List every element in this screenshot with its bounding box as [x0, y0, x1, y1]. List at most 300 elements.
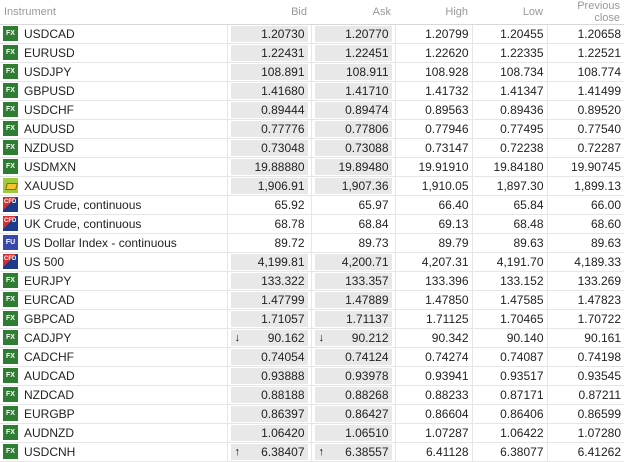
- low-cell: 6.38077: [472, 443, 547, 462]
- high-cell: 1.71125: [395, 310, 472, 329]
- table-row[interactable]: [0, 234, 624, 253]
- fx-icon: FX: [3, 311, 18, 326]
- bid-price-box[interactable]: [231, 45, 308, 61]
- bid-price-box[interactable]: [231, 330, 308, 346]
- bid-cell[interactable]: [227, 82, 311, 101]
- high-cell: 0.77946: [395, 120, 472, 139]
- instrument-name: CADJPY: [24, 331, 72, 346]
- high-cell: 89.79: [395, 234, 472, 253]
- ask-cell[interactable]: [311, 310, 395, 329]
- ask-price-box[interactable]: [315, 368, 392, 384]
- high-cell: 108.928: [395, 63, 472, 82]
- fx-icon: FX: [3, 330, 18, 345]
- high-cell: 1.07287: [395, 424, 472, 443]
- high-cell: 66.40: [395, 196, 472, 215]
- instrument-cell[interactable]: [0, 215, 227, 234]
- bid-cell[interactable]: [227, 310, 311, 329]
- ask-cell[interactable]: [311, 367, 395, 386]
- bid-cell[interactable]: [227, 158, 311, 177]
- ask-price-box[interactable]: [315, 83, 392, 99]
- ask-value: 90.212: [351, 331, 389, 345]
- low-cell: 108.734: [472, 63, 547, 82]
- instrument-name: USDCNH: [24, 445, 76, 460]
- low-cell: 0.89436: [472, 101, 547, 120]
- cfd-icon: [3, 216, 18, 231]
- ask-cell[interactable]: [311, 82, 395, 101]
- bid-value: 1,906.91: [257, 179, 305, 193]
- instrument-cell[interactable]: [0, 63, 227, 82]
- ask-cell[interactable]: [311, 386, 395, 405]
- bid-price-box[interactable]: [231, 406, 308, 422]
- instrument-cell[interactable]: [0, 405, 227, 424]
- arrow-up-icon: ↑: [318, 446, 324, 458]
- ask-cell[interactable]: [311, 177, 395, 196]
- instrument-name: EURCAD: [24, 293, 75, 308]
- futures-icon: FU: [3, 235, 18, 250]
- ask-value: 1.41710: [345, 84, 389, 98]
- table-row[interactable]: [0, 291, 624, 310]
- previous-close-cell: 133.269: [547, 272, 624, 291]
- ask-price-box[interactable]: [315, 121, 392, 137]
- instrument-cell[interactable]: [0, 253, 227, 272]
- low-cell: 1.41347: [472, 82, 547, 101]
- bid-value: 108.891: [261, 65, 305, 79]
- ask-price-box[interactable]: [315, 64, 392, 80]
- arrow-up-icon: ↑: [234, 446, 240, 458]
- gold-bar-icon: [3, 178, 18, 193]
- previous-close-cell: 4,189.33: [547, 253, 624, 272]
- bid-cell[interactable]: [227, 101, 311, 120]
- arrow-down-icon: ↓: [318, 332, 324, 344]
- ask-price-box[interactable]: [315, 330, 392, 346]
- bid-price-box[interactable]: [231, 121, 308, 137]
- instrument-name: CADCHF: [24, 350, 74, 365]
- table-row[interactable]: [0, 386, 624, 405]
- instrument-name: GBPUSD: [24, 84, 75, 99]
- cfd-icon: [3, 197, 18, 212]
- bid-value: 0.73048: [261, 141, 305, 155]
- table-row[interactable]: [0, 158, 624, 177]
- bid-value: 19.88880: [254, 160, 305, 174]
- bid-value: 68.78: [274, 217, 305, 231]
- high-cell: 0.89563: [395, 101, 472, 120]
- bid-price-box[interactable]: [231, 64, 308, 80]
- ask-value: 1,907.36: [341, 179, 389, 193]
- ask-value: 0.74124: [345, 350, 389, 364]
- table-row[interactable]: [0, 25, 624, 44]
- ask-cell[interactable]: [311, 196, 395, 215]
- ask-cell[interactable]: [311, 443, 395, 462]
- fx-icon: FX: [3, 64, 18, 79]
- fx-icon: FX: [3, 83, 18, 98]
- instrument-name: USDJPY: [24, 65, 72, 80]
- low-cell: 0.74087: [472, 348, 547, 367]
- instrument-name: NZDUSD: [24, 141, 74, 156]
- ask-price-box[interactable]: [315, 425, 392, 441]
- ask-value: 0.86427: [345, 407, 389, 421]
- ask-cell[interactable]: [311, 424, 395, 443]
- low-cell: 0.77495: [472, 120, 547, 139]
- bid-price-box[interactable]: [231, 444, 308, 460]
- bid-cell[interactable]: [227, 215, 311, 234]
- fx-icon: FX: [3, 368, 18, 383]
- fx-icon: FX: [3, 26, 18, 41]
- previous-close-cell: 66.00: [547, 196, 624, 215]
- ask-price-box[interactable]: [315, 197, 392, 213]
- instrument-cell[interactable]: [0, 310, 227, 329]
- ask-value: 19.89480: [338, 160, 389, 174]
- ask-cell[interactable]: [311, 139, 395, 158]
- high-cell: 1,910.05: [395, 177, 472, 196]
- previous-close-cell: 1.20658: [547, 25, 624, 44]
- high-cell: 0.86604: [395, 405, 472, 424]
- bid-value: 0.93888: [261, 369, 305, 383]
- ask-value: 133.357: [345, 274, 389, 288]
- previous-close-cell: 1.07280: [547, 424, 624, 443]
- instrument-name: EURJPY: [24, 274, 72, 289]
- instrument-name: XAUUSD: [24, 179, 75, 194]
- cfd-icon: [3, 254, 18, 269]
- instrument-cell[interactable]: [0, 329, 227, 348]
- bid-value: 0.88188: [261, 388, 305, 402]
- table-row[interactable]: [0, 101, 624, 120]
- table-row[interactable]: [0, 215, 624, 234]
- bid-value: 0.77776: [261, 122, 305, 136]
- table-header-row: [0, 0, 624, 25]
- low-cell: 0.86406: [472, 405, 547, 424]
- bid-price-box[interactable]: [231, 254, 308, 270]
- ask-value: 65.97: [358, 198, 389, 212]
- high-cell: 1.22620: [395, 44, 472, 63]
- previous-close-cell: 0.77540: [547, 120, 624, 139]
- ask-price-box[interactable]: [315, 349, 392, 365]
- table-row[interactable]: [0, 120, 624, 139]
- bid-cell[interactable]: [227, 253, 311, 272]
- previous-close-cell: 1.70722: [547, 310, 624, 329]
- low-cell: 1.22335: [472, 44, 547, 63]
- previous-close-cell: 1.47823: [547, 291, 624, 310]
- table-row[interactable]: [0, 196, 624, 215]
- table-row[interactable]: [0, 139, 624, 158]
- instrument-cell[interactable]: [0, 443, 227, 462]
- instrument-name: UK Crude, continuous: [24, 217, 142, 232]
- table-row[interactable]: [0, 177, 624, 196]
- table-row[interactable]: [0, 253, 624, 272]
- bid-cell[interactable]: [227, 139, 311, 158]
- bid-value: 90.162: [267, 331, 305, 345]
- table-row[interactable]: [0, 310, 624, 329]
- low-cell: 1.70465: [472, 310, 547, 329]
- instrument-cell[interactable]: [0, 177, 227, 196]
- fx-icon: FX: [3, 349, 18, 364]
- fx-icon: FX: [3, 121, 18, 136]
- ask-price-box[interactable]: [315, 45, 392, 61]
- instrument-cell[interactable]: [0, 348, 227, 367]
- bid-value: 89.72: [274, 236, 305, 250]
- fx-icon: FX: [3, 406, 18, 421]
- bid-value: 1.47799: [261, 293, 305, 307]
- instrument-cell[interactable]: [0, 234, 227, 253]
- instrument-name: USDCHF: [24, 103, 74, 118]
- instrument-cell[interactable]: [0, 120, 227, 139]
- instrument-name: AUDNZD: [24, 426, 74, 441]
- ask-price-box[interactable]: [315, 254, 392, 270]
- previous-close-cell: 108.774: [547, 63, 624, 82]
- instrument-name: EURUSD: [24, 46, 75, 61]
- low-cell: 0.87171: [472, 386, 547, 405]
- instrument-name: EURGBP: [24, 407, 75, 422]
- bid-price-box[interactable]: [231, 159, 308, 175]
- ask-price-box[interactable]: [315, 26, 392, 42]
- previous-close-cell: 0.93545: [547, 367, 624, 386]
- ask-value: 89.73: [358, 236, 389, 250]
- high-cell: 1.47850: [395, 291, 472, 310]
- ask-value: 1.20770: [345, 27, 389, 41]
- ask-price-box[interactable]: [315, 406, 392, 422]
- bid-cell[interactable]: [227, 272, 311, 291]
- bid-price-box[interactable]: [231, 311, 308, 327]
- low-cell: 68.48: [472, 215, 547, 234]
- table-row[interactable]: [0, 82, 624, 101]
- header-ask[interactable]: Ask: [311, 0, 395, 25]
- ask-price-box[interactable]: [315, 444, 392, 460]
- bid-price-box[interactable]: [231, 83, 308, 99]
- previous-close-cell: 0.86599: [547, 405, 624, 424]
- table-row[interactable]: [0, 405, 624, 424]
- low-cell: 19.84180: [472, 158, 547, 177]
- instrument-cell[interactable]: [0, 139, 227, 158]
- high-cell: 6.41128: [395, 443, 472, 462]
- bid-value: 0.74054: [261, 350, 305, 364]
- table-row[interactable]: [0, 424, 624, 443]
- fx-icon: FX: [3, 292, 18, 307]
- arrow-down-icon: ↓: [234, 332, 240, 344]
- instrument-name: US Dollar Index - continuous: [24, 236, 177, 251]
- high-cell: 19.91910: [395, 158, 472, 177]
- bid-value: 1.41680: [261, 84, 305, 98]
- table-row[interactable]: [0, 63, 624, 82]
- ask-price-box[interactable]: [315, 159, 392, 175]
- bid-value: 1.06420: [261, 426, 305, 440]
- bid-price-box[interactable]: [231, 140, 308, 156]
- bid-value: 1.20730: [261, 27, 305, 41]
- instrument-cell[interactable]: [0, 424, 227, 443]
- ask-cell[interactable]: [311, 25, 395, 44]
- bid-cell[interactable]: [227, 120, 311, 139]
- bid-value: 6.38407: [261, 445, 305, 459]
- low-cell: 0.93517: [472, 367, 547, 386]
- low-cell: 0.72238: [472, 139, 547, 158]
- bid-cell[interactable]: [227, 443, 311, 462]
- ask-value: 1.71137: [346, 312, 389, 326]
- instrument-cell[interactable]: [0, 367, 227, 386]
- ask-cell[interactable]: [311, 348, 395, 367]
- instrument-cell[interactable]: [0, 196, 227, 215]
- previous-close-cell: 1.41499: [547, 82, 624, 101]
- low-cell: 133.152: [472, 272, 547, 291]
- high-cell: 0.88233: [395, 386, 472, 405]
- bid-cell[interactable]: [227, 196, 311, 215]
- header-bid[interactable]: Bid: [227, 0, 311, 25]
- instrument-cell[interactable]: [0, 272, 227, 291]
- ask-price-box[interactable]: [315, 178, 392, 194]
- fx-icon: FX: [3, 425, 18, 440]
- ask-cell[interactable]: [311, 215, 395, 234]
- bid-cell[interactable]: [227, 177, 311, 196]
- bid-price-box[interactable]: [231, 292, 308, 308]
- bid-cell[interactable]: [227, 386, 311, 405]
- ask-cell[interactable]: [311, 120, 395, 139]
- ask-value: 0.93978: [345, 369, 389, 383]
- fx-icon: FX: [3, 45, 18, 60]
- ask-cell[interactable]: [311, 291, 395, 310]
- fx-icon: FX: [3, 102, 18, 117]
- fx-icon: FX: [3, 387, 18, 402]
- bid-price-box[interactable]: [231, 349, 308, 365]
- bid-value: 0.86397: [261, 407, 305, 421]
- bid-price-box[interactable]: [231, 102, 308, 118]
- low-cell: 89.63: [472, 234, 547, 253]
- header-instrument[interactable]: Instrument: [0, 0, 227, 25]
- high-cell: 1.20799: [395, 25, 472, 44]
- ask-cell[interactable]: [311, 234, 395, 253]
- bid-cell[interactable]: [227, 63, 311, 82]
- ask-value: 1.06510: [345, 426, 389, 440]
- ask-cell[interactable]: [311, 405, 395, 424]
- bid-value: 65.92: [274, 198, 305, 212]
- table-row[interactable]: [0, 272, 624, 291]
- previous-close-cell: 0.89520: [547, 101, 624, 120]
- bid-cell[interactable]: [227, 348, 311, 367]
- instrument-cell[interactable]: [0, 291, 227, 310]
- instrument-name: US Crude, continuous: [24, 198, 142, 213]
- ask-cell[interactable]: [311, 158, 395, 177]
- ask-value: 0.88268: [345, 388, 389, 402]
- previous-close-cell: 1.22521: [547, 44, 624, 63]
- ask-value: 4,200.71: [341, 255, 389, 269]
- instrument-cell[interactable]: [0, 101, 227, 120]
- fx-icon: FX: [3, 140, 18, 155]
- bid-cell[interactable]: [227, 25, 311, 44]
- bid-cell[interactable]: [227, 424, 311, 443]
- high-cell: 90.342: [395, 329, 472, 348]
- bid-cell[interactable]: [227, 405, 311, 424]
- table-row[interactable]: [0, 367, 624, 386]
- ask-value: 68.84: [358, 217, 389, 231]
- ask-price-box[interactable]: [315, 216, 392, 232]
- bid-price-box[interactable]: [231, 216, 308, 232]
- previous-close-cell: 0.87211: [547, 386, 624, 405]
- bid-price-box[interactable]: [231, 26, 308, 42]
- bid-value: 1.71057: [261, 312, 305, 326]
- ask-cell[interactable]: [311, 44, 395, 63]
- instrument-cell[interactable]: [0, 386, 227, 405]
- header-high[interactable]: High: [395, 0, 472, 25]
- bid-value: 0.89444: [261, 103, 305, 117]
- instrument-name: USDCAD: [24, 27, 75, 42]
- bid-cell[interactable]: [227, 329, 311, 348]
- table-row[interactable]: [0, 329, 624, 348]
- instrument-cell[interactable]: [0, 158, 227, 177]
- ask-cell[interactable]: [311, 63, 395, 82]
- previous-close-cell: 68.60: [547, 215, 624, 234]
- ask-cell[interactable]: [311, 253, 395, 272]
- ask-price-box[interactable]: [315, 273, 392, 289]
- instrument-cell[interactable]: [0, 44, 227, 63]
- ask-cell[interactable]: [311, 101, 395, 120]
- ask-value: 6.38557: [345, 445, 389, 459]
- ask-value: 0.77806: [345, 122, 389, 136]
- table-row[interactable]: [0, 443, 624, 462]
- header-low[interactable]: Low: [472, 0, 547, 25]
- high-cell: 0.74274: [395, 348, 472, 367]
- instrument-cell[interactable]: [0, 25, 227, 44]
- icon-label: CFD: [4, 255, 17, 262]
- previous-close-cell: 1,899.13: [547, 177, 624, 196]
- ask-price-box[interactable]: [315, 235, 392, 251]
- previous-close-cell: 89.63: [547, 234, 624, 253]
- fx-icon: FX: [3, 159, 18, 174]
- bid-cell[interactable]: [227, 291, 311, 310]
- high-cell: 133.396: [395, 272, 472, 291]
- table-row[interactable]: [0, 348, 624, 367]
- previous-close-cell: 0.72287: [547, 139, 624, 158]
- ask-cell[interactable]: [311, 329, 395, 348]
- bid-price-box[interactable]: [231, 178, 308, 194]
- instrument-name: AUDCAD: [24, 369, 75, 384]
- low-cell: 90.140: [472, 329, 547, 348]
- icon-label: CFD: [4, 217, 17, 224]
- low-cell: 4,191.70: [472, 253, 547, 272]
- ask-value: 108.911: [346, 65, 389, 79]
- previous-close-cell: 19.90745: [547, 158, 624, 177]
- fx-icon: FX: [3, 273, 18, 288]
- bid-price-box[interactable]: [231, 197, 308, 213]
- bid-price-box[interactable]: [231, 425, 308, 441]
- ask-value: 0.89474: [345, 103, 389, 117]
- bid-cell[interactable]: [227, 367, 311, 386]
- instrument-name: AUDUSD: [24, 122, 75, 137]
- ask-price-box[interactable]: [315, 102, 392, 118]
- ask-price-box[interactable]: [315, 311, 392, 327]
- high-cell: 1.41732: [395, 82, 472, 101]
- ask-cell[interactable]: [311, 272, 395, 291]
- header-previous-close[interactable]: Previous close: [547, 0, 624, 25]
- bid-price-box[interactable]: [231, 273, 308, 289]
- low-cell: 65.84: [472, 196, 547, 215]
- bid-price-box[interactable]: [231, 387, 308, 403]
- bid-price-box[interactable]: [231, 235, 308, 251]
- ask-price-box[interactable]: [315, 387, 392, 403]
- ask-price-box[interactable]: [315, 140, 392, 156]
- instrument-name: NZDCAD: [24, 388, 74, 403]
- high-cell: 4,207.31: [395, 253, 472, 272]
- ask-price-box[interactable]: [315, 292, 392, 308]
- instrument-name: US 500: [24, 255, 65, 270]
- bid-cell[interactable]: [227, 44, 311, 63]
- bid-cell[interactable]: [227, 234, 311, 253]
- bid-price-box[interactable]: [231, 368, 308, 384]
- low-cell: 1.06422: [472, 424, 547, 443]
- table-row[interactable]: [0, 44, 624, 63]
- low-cell: 1.47585: [472, 291, 547, 310]
- ask-value: 1.47889: [345, 293, 389, 307]
- instrument-cell[interactable]: [0, 82, 227, 101]
- icon-label: CFD: [4, 198, 17, 205]
- ask-value: 0.73088: [345, 141, 389, 155]
- bid-value: 133.322: [261, 274, 305, 288]
- ask-value: 1.22451: [345, 46, 389, 60]
